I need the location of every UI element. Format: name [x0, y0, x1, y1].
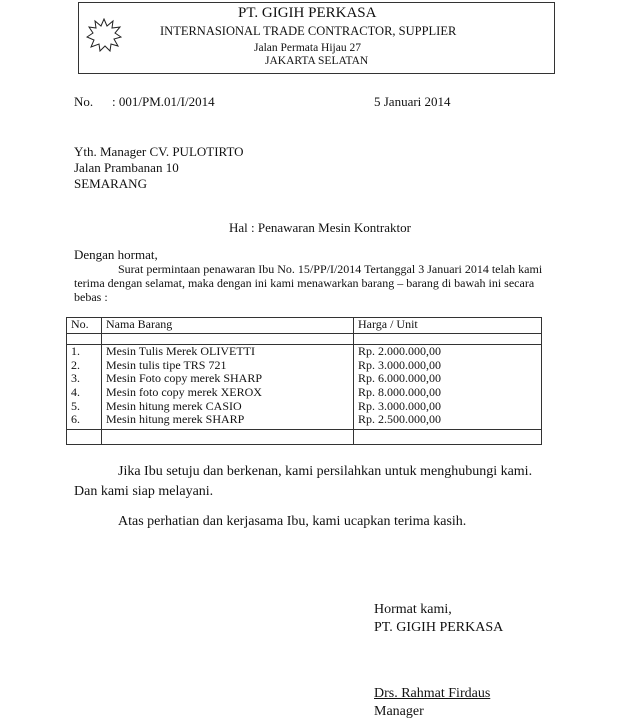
company-address-line1: Jalan Permata Hijau 27 [254, 42, 361, 54]
table-cell: Mesin Foto copy merek SHARP [106, 371, 262, 386]
table-cell: Mesin Tulis Merek OLIVETTI [106, 344, 255, 358]
table-header-no: No. [67, 318, 102, 334]
table-col-price [354, 345, 542, 430]
table-cell: 4. [71, 385, 80, 400]
body-paragraph2-line1: Jika Ibu setuju dan berkenan, kami persilahkan untuk menghubungi kami. [118, 464, 533, 479]
table-cell: 5. [71, 398, 80, 413]
closing-company: PT. GIGIH PERKASA [374, 620, 504, 635]
table-cell: 6. [71, 412, 80, 427]
starburst-logo-icon [86, 18, 122, 52]
table-col-name [102, 345, 354, 430]
table-cell: 1. [71, 344, 80, 358]
body-paragraph2-line2: Dan kami siap melayani. [74, 484, 214, 499]
signer-name: Drs. Rahmat Firdaus [374, 686, 491, 701]
table-cell: Rp. 8.000.000,00 [358, 385, 442, 400]
recipient-line1: Yth. Manager CV. PULOTIRTO [74, 144, 244, 159]
letter-number-label: No. [74, 94, 94, 109]
table-cell: Rp. 2.000.000,00 [358, 344, 442, 358]
table-cell: Rp. 6.000.000,00 [358, 371, 442, 386]
recipient-line3: SEMARANG [74, 176, 147, 191]
table-col-no [67, 345, 102, 430]
table-cell: Mesin hitung merek CASIO [106, 398, 242, 413]
table-cell: Mesin hitung merek SHARP [106, 412, 245, 427]
table-cell: Rp. 3.000.000,00 [358, 357, 442, 372]
recipient-line2: Jalan Prambanan 10 [74, 160, 179, 175]
signer-title: Manager [374, 704, 424, 719]
company-subtitle: INTERNASIONAL TRADE CONTRACTOR, SUPPLIER [160, 24, 457, 38]
company-name: PT. GIGIH PERKASA [238, 5, 377, 21]
table-cell: 3. [71, 371, 80, 386]
subject-line: Hal : Penawaran Mesin Kontraktor [229, 220, 411, 235]
body-paragraph1-line1: Surat permintaan penawaran Ibu No. 15/PP/I/2014 Tertanggal 3 Januari 2014 telah kami [118, 262, 543, 276]
body-paragraph1-line3: bebas : [74, 290, 108, 304]
table-cell: Rp. 2.500.000,00 [358, 412, 442, 427]
greeting: Dengan hormat, [74, 247, 158, 262]
letter-number-value: : 001/PM.01/I/2014 [112, 94, 215, 109]
table-cell: Rp. 3.000.000,00 [358, 398, 442, 413]
closing-salutation: Hormat kami, [374, 602, 452, 617]
table-header-price: Harga / Unit [354, 318, 542, 334]
table-cell: Mesin tulis tipe TRS 721 [106, 357, 227, 372]
letter-date: 5 Januari 2014 [374, 94, 451, 109]
body-paragraph3: Atas perhatian dan kerjasama Ibu, kami ucapkan terima kasih. [118, 514, 467, 529]
table-cell: 2. [71, 357, 80, 372]
table-cell: Mesin foto copy merek XEROX [106, 385, 262, 400]
table-header-name: Nama Barang [102, 318, 354, 334]
items-table [66, 317, 542, 445]
company-address-line2: JAKARTA SELATAN [265, 55, 369, 67]
body-paragraph1-line2: terima dengan selamat, maka dengan ini kami menawarkan barang – barang di bawah ini secara [74, 276, 535, 290]
